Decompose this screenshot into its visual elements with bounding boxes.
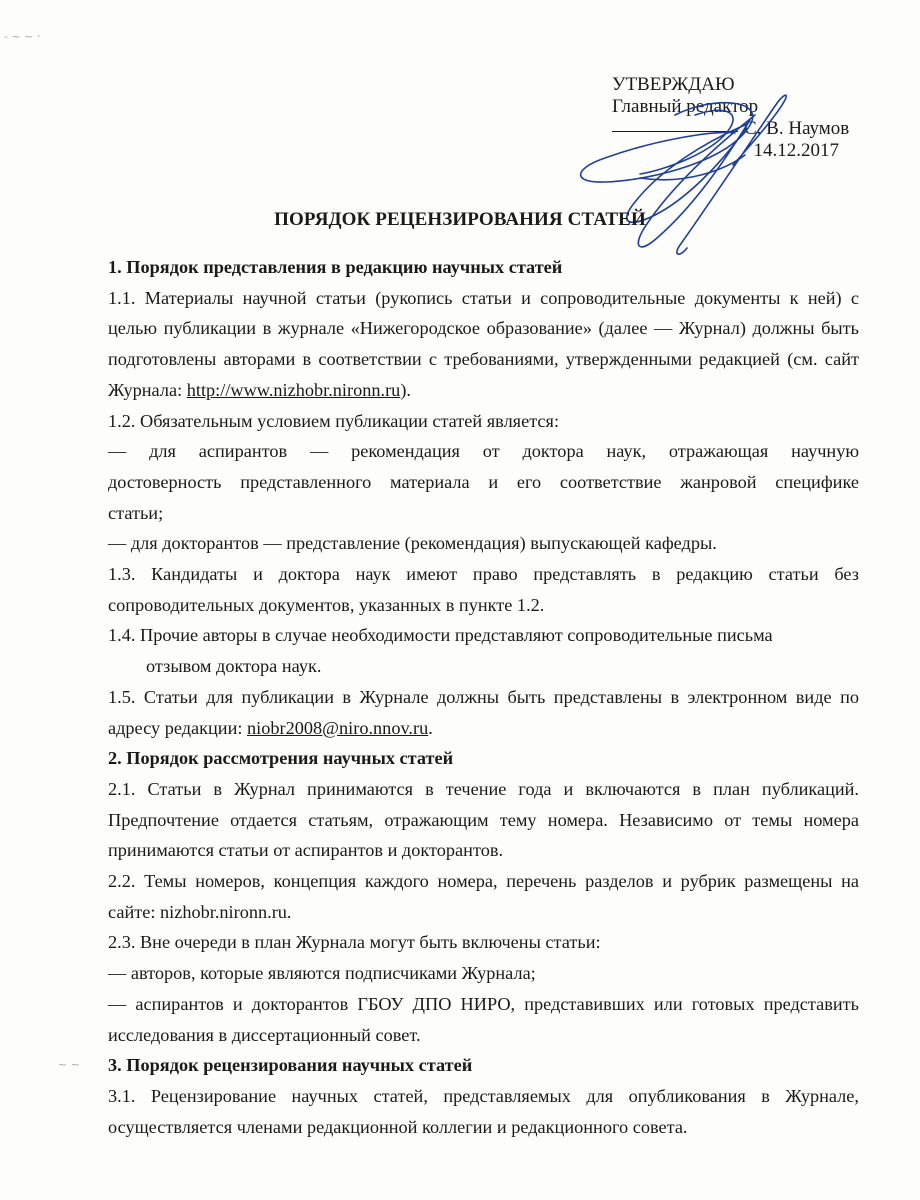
paragraph-2-1: 2.1. Статьи в Журнал принимаются в течение года и включаются в план публикаций. Предпочтение отдается статьям, отражающим тему номера. Независимо от темы номера принимаются статьи от аспирантов и докторантов.: [108, 778, 859, 861]
paragraph-1-1-text: 1.1. Материалы научной статьи (рукопись статьи и сопроводительные документы к ней) с целью публикации в журнале «Нижегородское образование» (далее — Журнал) должны быть подготовлены авторами в соответствии с требованиями, утвержденными редакцией (см. сайт Журнала:: [108, 287, 859, 400]
paragraph-1-1-end: ).: [400, 379, 411, 400]
section-3-heading: 3. Порядок рецензирования научных статей: [108, 1055, 473, 1076]
scan-artifact-top: - ~ ~ ·: [4, 30, 41, 43]
document-title: ПОРЯДОК РЕЦЕНЗИРОВАНИЯ СТАТЕЙ: [274, 209, 646, 230]
editor-name: С. В. Наумов: [744, 118, 850, 139]
approval-date: 14.12.2017: [753, 140, 839, 161]
paragraph-1-5: [108, 682, 859, 743]
handwritten-signature: [545, 70, 845, 280]
paragraph-2-3-niro: — аспирантов и докторантов ГБОУ ДПО НИРО, представивших или готовых представить исследования в диссертационный совет.: [108, 993, 859, 1045]
document-body: [108, 252, 859, 1142]
paragraph-2-3: 2.3. Вне очереди в план Журнала могут быть включены статьи:: [108, 932, 601, 953]
paragraph-1-2-postgraduates: — для аспирантов — рекомендация от доктора наук, отражающая научную достоверность представленного материала и его соответствие жанровой специфике статьи;: [108, 441, 859, 523]
paragraph-1-2: 1.2. Обязательным условием публикации статей является:: [108, 410, 560, 431]
paragraph-3-1: 3.1. Рецензирование научных статей, представляемых для опубликования в Журнале, осуществляется членами редакционной коллегии и редакционного совета.: [108, 1085, 859, 1137]
paragraph-1-5-text: 1.5. Статьи для публикации в Журнале должны быть представлены в электронном виде по адресу редакции:: [108, 686, 859, 738]
section-1-heading: 1. Порядок представления в редакцию научных статей: [108, 257, 563, 277]
paragraph-1-4: 1.4. Прочие авторы в случае необходимости представляют сопроводительные письма: [108, 625, 773, 646]
section-2-heading: 2. Порядок рассмотрения научных статей: [108, 748, 454, 769]
scan-artifact-left: ~ ~: [58, 1058, 80, 1071]
paragraph-1-4-cont: отзывом доктора наук.: [146, 656, 322, 677]
paragraph-2-2: 2.2. Темы номеров, концепция каждого номера, перечень разделов и рубрик размещены на сайте: nizhobr.nironn.ru.: [108, 871, 859, 922]
paragraph-1-3: 1.3. Кандидаты и доктора наук имеют право представлять в редакцию статьи без сопроводительных документов, указанных в пункте 1.2.: [108, 564, 859, 615]
paragraph-2-3-subscribers: — авторов, которые являются подписчиками Журнала;: [108, 963, 536, 984]
journal-site-link[interactable]: http://www.nizhobr.nironn.ru: [186, 379, 401, 400]
paragraph-1-2-doctoral: — для докторантов — представление (рекомендация) выпускающей кафедры.: [108, 533, 717, 554]
approve-label: УТВЕРЖДАЮ: [612, 74, 735, 95]
editor-position: Главный редактор: [612, 96, 759, 117]
paragraph-1-1: [108, 283, 859, 406]
paragraph-1-5-end: .: [428, 717, 433, 738]
editorial-email-link[interactable]: niobr2008@niro.nnov.ru: [247, 717, 429, 738]
